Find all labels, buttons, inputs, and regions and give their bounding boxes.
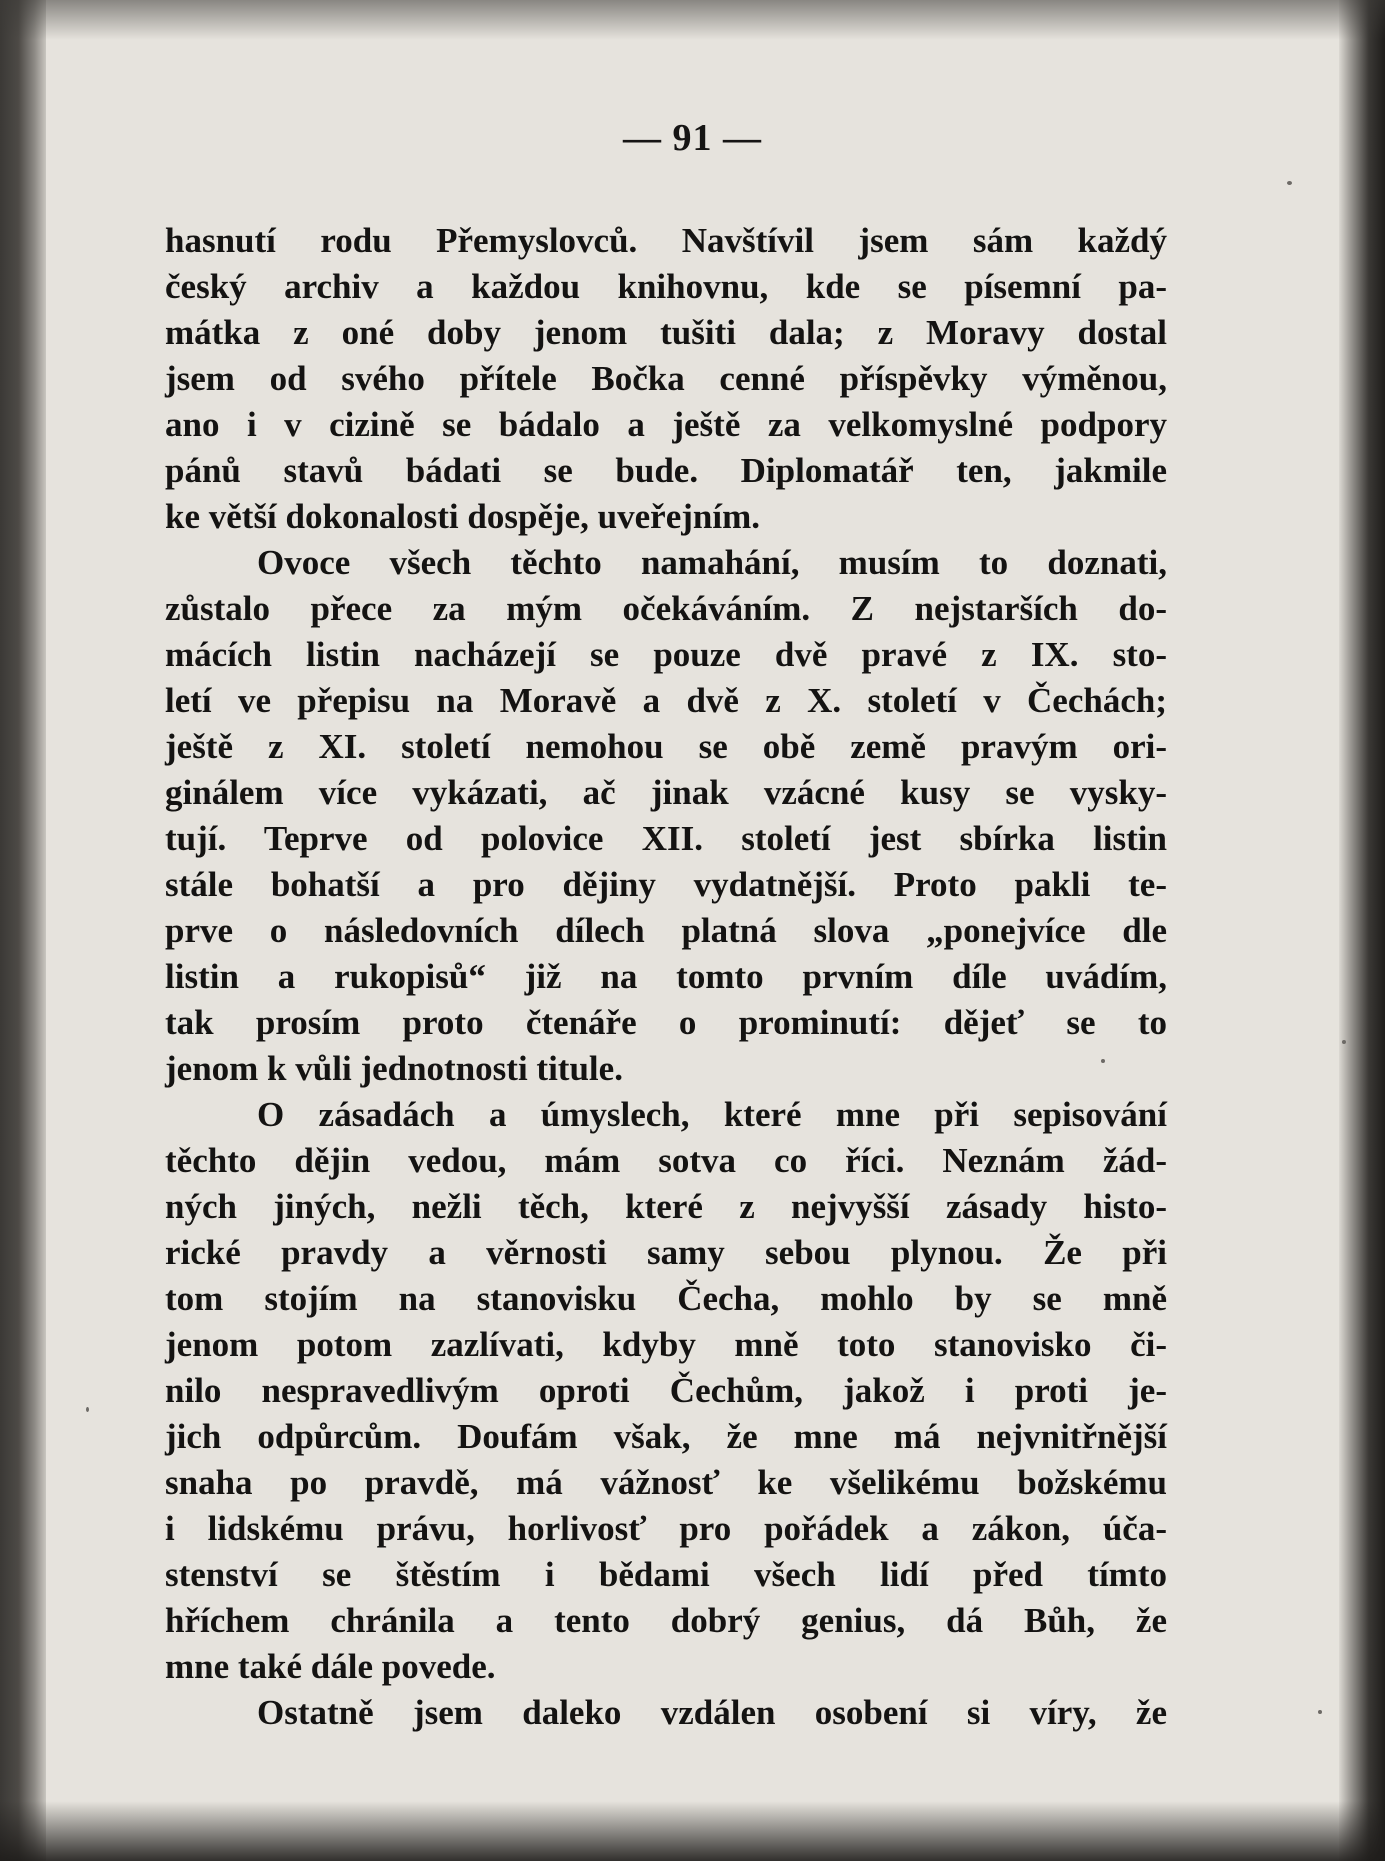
text-line: rické pravdy a věrnosti samy sebou plynou. Že při	[165, 1233, 1167, 1272]
text-line: stále bohatší a pro dějiny vydatnější. Proto pakli te-	[165, 865, 1167, 904]
body-text	[165, 218, 1167, 1736]
text-line: Ovoce všech těchto namahání, musím to doznati,	[257, 543, 1167, 582]
speck	[86, 1407, 89, 1412]
text-line: ještě z XI. století nemohou se obě země pravým ori-	[165, 727, 1167, 766]
text-line: listin a rukopisů“ již na tomto prvním díle uvádím,	[165, 957, 1167, 996]
text-line: tak prosím proto čtenáře o prominutí: dějeť se to	[165, 1003, 1167, 1042]
text-line: tom stojím na stanovisku Čecha, mohlo by se mně	[165, 1279, 1167, 1318]
text-line: letí ve přepisu na Moravě a dvě z X. století v Čechách;	[165, 681, 1167, 720]
text-line: ných jiných, nežli těch, které z nejvyšší zásady histo-	[165, 1187, 1167, 1226]
speck	[1318, 1710, 1322, 1714]
text-line: mne také dále povede.	[165, 1647, 496, 1686]
text-line: mátka z oné doby jenom tušiti dala; z Moravy dostal	[165, 313, 1167, 352]
text-line: ano i v cizině se bádalo a ještě za velkomyslné podpory	[165, 405, 1167, 444]
text-line: ke větší dokonalosti dospěje, uveřejním.	[165, 497, 760, 536]
page-bottom-shadow	[0, 1801, 1385, 1861]
text-line: snaha po pravdě, má vážnosť ke všelikému božskému	[165, 1463, 1167, 1502]
text-line: hasnutí rodu Přemyslovců. Navštívil jsem sám každý	[165, 221, 1167, 260]
text-line: tují. Teprve od polovice XII. století jest sbírka listin	[165, 819, 1167, 858]
text-line: těchto dějin vedou, mám sotva co říci. Neznám žád-	[165, 1141, 1167, 1180]
speck	[1287, 181, 1292, 185]
text-line: Ostatně jsem daleko vzdálen osobení si víry, že	[257, 1693, 1167, 1732]
text-line: jenom potom zazlívati, kdyby mně toto stanovisko či-	[165, 1325, 1167, 1364]
text-line: i lidskému právu, horlivosť pro pořádek a zákon, úča-	[165, 1509, 1167, 1548]
text-line: stenství se štěstím i bědami všech lidí před tímto	[165, 1555, 1167, 1594]
text-line: ginálem více vykázati, ač jinak vzácné kusy se vysky-	[165, 773, 1167, 812]
text-line: pánů stavů bádati se bude. Diplomatář ten, jakmile	[165, 451, 1167, 490]
text-line: jenom k vůli jednotnosti titule.	[165, 1049, 623, 1088]
text-line: hříchem chránila a tento dobrý genius, dá Bůh, že	[165, 1601, 1167, 1640]
page-number: — 91 —	[623, 117, 762, 159]
page-top-shadow	[0, 0, 1385, 40]
text-line: prve o následovních dílech platná slova „ponejvíce dle	[165, 911, 1167, 950]
text-line: O zásadách a úmyslech, které mne při sepisování	[257, 1095, 1167, 1134]
text-line: jich odpůrcům. Doufám však, že mne má nejvnitřnější	[165, 1417, 1167, 1456]
page-right-edge-shadow	[1339, 0, 1385, 1861]
page-left-edge-shadow	[0, 0, 46, 1861]
text-line: mácích listin nacházejí se pouze dvě pravé z IX. sto-	[165, 635, 1167, 674]
text-line: nilo nespravedlivým oproti Čechům, jakož i proti je-	[165, 1371, 1167, 1410]
text-line: zůstalo přece za mým očekáváním. Z nejstarších do-	[165, 589, 1167, 628]
speck	[1342, 1040, 1346, 1044]
text-line: český archiv a každou knihovnu, kde se písemní pa-	[165, 267, 1167, 306]
text-line: jsem od svého přítele Bočka cenné příspěvky výměnou,	[165, 359, 1167, 398]
